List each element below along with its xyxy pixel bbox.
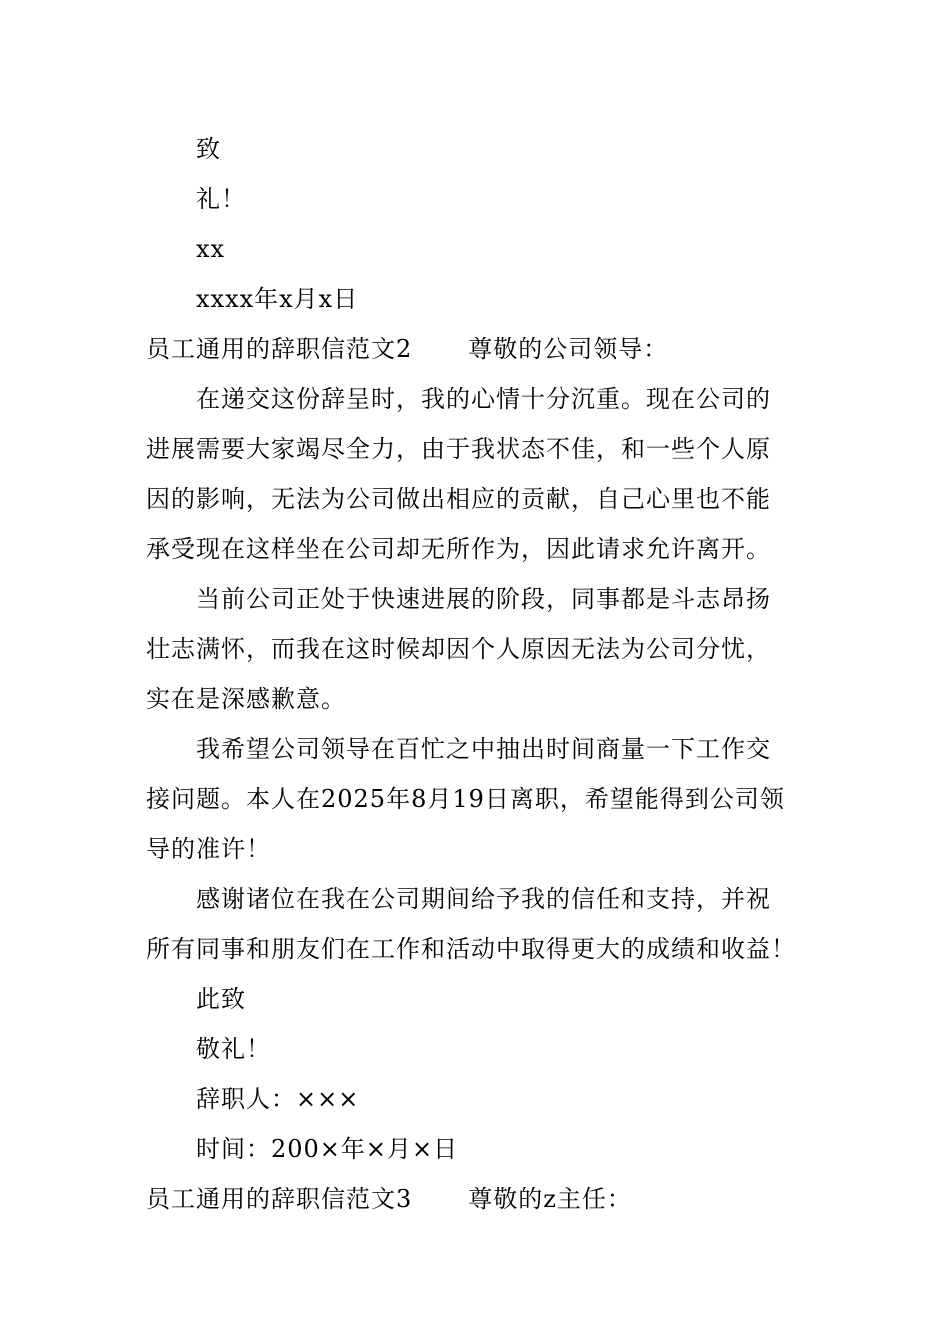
letter2-p1-line2: 进展需要大家竭尽全力，由于我状态不佳，和一些个人原 [146,435,771,463]
letter2-p4-line2: 所有同事和朋友们在工作和活动中取得更大的成绩和收益！ [146,935,796,963]
letter2-time: 时间：200×年×月×日 [196,1135,459,1163]
letter3-title: 员工通用的辞职信范文3 [146,1185,413,1213]
closing-name: xx [196,235,226,263]
letter2-p1-line4: 承受现在这样坐在公司却无所作为，因此请求允许离开。 [146,535,771,563]
letter2-p3-line1: 我希望公司领导在百忙之中抽出时间商量一下工作交 [196,735,771,763]
closing-zhi: 致 [196,135,221,163]
letter2-signer: 辞职人：××× [196,1085,360,1113]
letter2-jingli: 敬礼！ [196,1035,271,1063]
letter3-salutation: 尊敬的z主任： [468,1185,632,1213]
letter2-p2-line1: 当前公司正处于快速进展的阶段，同事都是斗志昂扬 [196,585,771,613]
letter2-p2-line2: 壮志满怀，而我在这时候却因个人原因无法为公司分忧， [146,635,771,663]
letter2-p3-line3: 导的准许！ [146,835,271,863]
letter2-title: 员工通用的辞职信范文2 [146,335,413,363]
letter2-p1-line1: 在递交这份辞呈时，我的心情十分沉重。现在公司的 [196,385,771,413]
letter2-heading [146,334,816,364]
letter3-heading [146,1184,816,1214]
letter2-p4-line1: 感谢诸位在我在公司期间给予我的信任和支持，并祝 [196,885,771,913]
letter2-p2-line3: 实在是深感歉意。 [146,685,346,713]
letter2-cizhi: 此致 [196,985,246,1013]
letter2-p1-line3: 因的影响，无法为公司做出相应的贡献，自己心里也不能 [146,485,771,513]
letter2-p3-line2: 接问题。本人在2025年8月19日离职，希望能得到公司领 [146,785,785,813]
letter2-salutation: 尊敬的公司领导： [468,335,669,363]
closing-date: xxxx年x月x日 [196,285,359,313]
closing-li: 礼！ [196,185,246,213]
